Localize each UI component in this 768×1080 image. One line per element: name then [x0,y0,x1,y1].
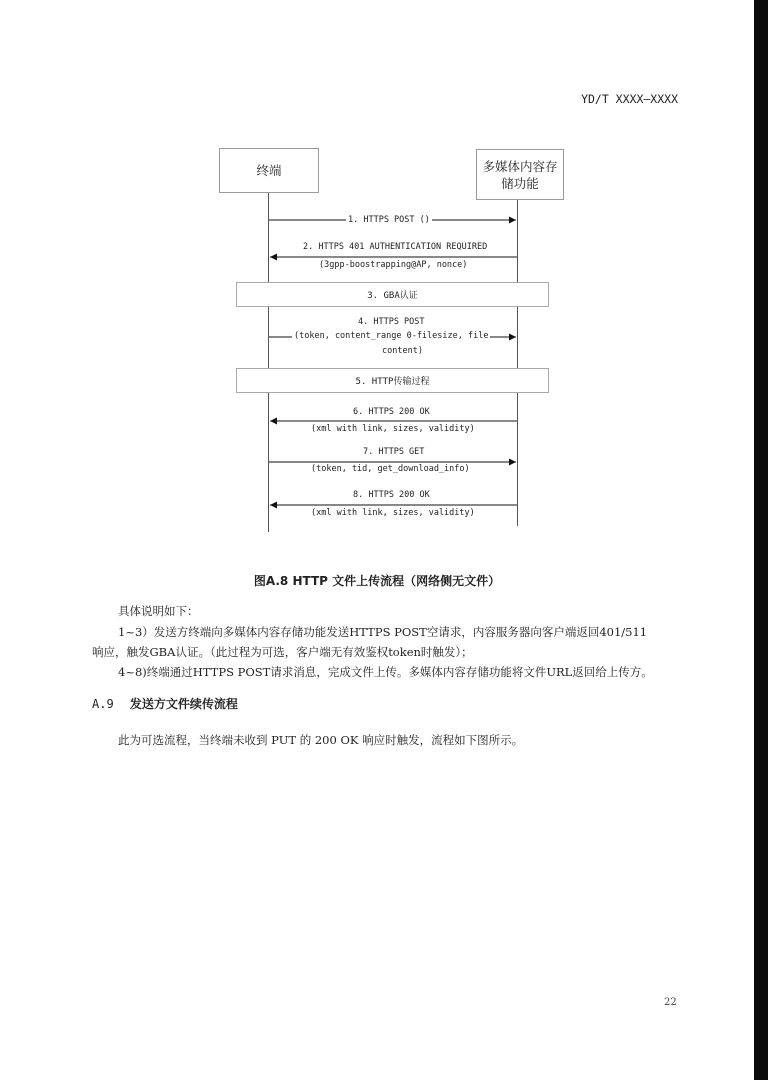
message-7-params: (token, tid, get_download_info) [311,464,470,474]
section-heading [92,695,238,712]
phase-gba-auth [236,282,549,307]
page-edge [754,0,768,1080]
message-1-label: 1. HTTPS POST () [348,215,430,225]
page-number: 22 [664,997,677,1008]
figure-caption: 图A.8 HTTP 文件上传流程（网络侧无文件） [253,574,501,588]
actor-storage-label-line1: 多媒体内容存 [482,158,558,174]
message-7-label: 7. HTTPS GET [363,447,425,457]
section-number: A.9 [92,697,114,711]
document-code: YD/T XXXX—XXXX [581,92,678,106]
phase-http-transfer [236,368,549,393]
section-body: 此为可选流程，当终端未收到 PUT 的 200 OK 响应时触发，流程如下图所示。 [118,733,524,747]
message-4-label: 4. HTTPS POST [358,317,425,327]
body-paragraph-1-line-1: 1~3）发送方终端向多媒体内容存储功能发送HTTPS POST空请求，内容服务器向客户端返回401/511 [118,625,648,639]
message-8-params: (xml with link, sizes, validity) [311,508,475,518]
message-4-params-cont: content) [382,346,423,356]
body-paragraph-1-line-2: 响应，触发GBA认证。（此过程为可选，客户端无有效鉴权token时触发）； [92,645,473,659]
body-intro: 具体说明如下： [118,604,199,618]
phase-gba-auth-label: 3. GBA认证 [367,291,418,301]
actor-storage [476,149,564,200]
actor-terminal-label: 终端 [256,163,282,178]
actor-storage-label-line2: 储功能 [501,175,539,191]
message-2-params: (3gpp-boostrapping@AP, nonce) [319,260,468,270]
section-title: 发送方文件续传流程 [129,697,238,711]
actor-terminal [219,148,319,193]
body-paragraph-2: 4~8)终端通过HTTPS POST请求消息，完成文件上传。多媒体内容存储功能将文件URL返回给上传方。 [118,665,653,679]
message-8-label: 8. HTTPS 200 OK [353,490,430,500]
message-4-params: (token, content_range 0-filesize, file [294,331,489,341]
message-6-params: (xml with link, sizes, validity) [311,424,475,434]
message-6-label: 6. HTTPS 200 OK [353,407,430,417]
message-2-label: 2. HTTPS 401 AUTHENTICATION REQUIRED [303,242,488,252]
phase-http-transfer-label: 5. HTTP传输过程 [355,377,430,387]
